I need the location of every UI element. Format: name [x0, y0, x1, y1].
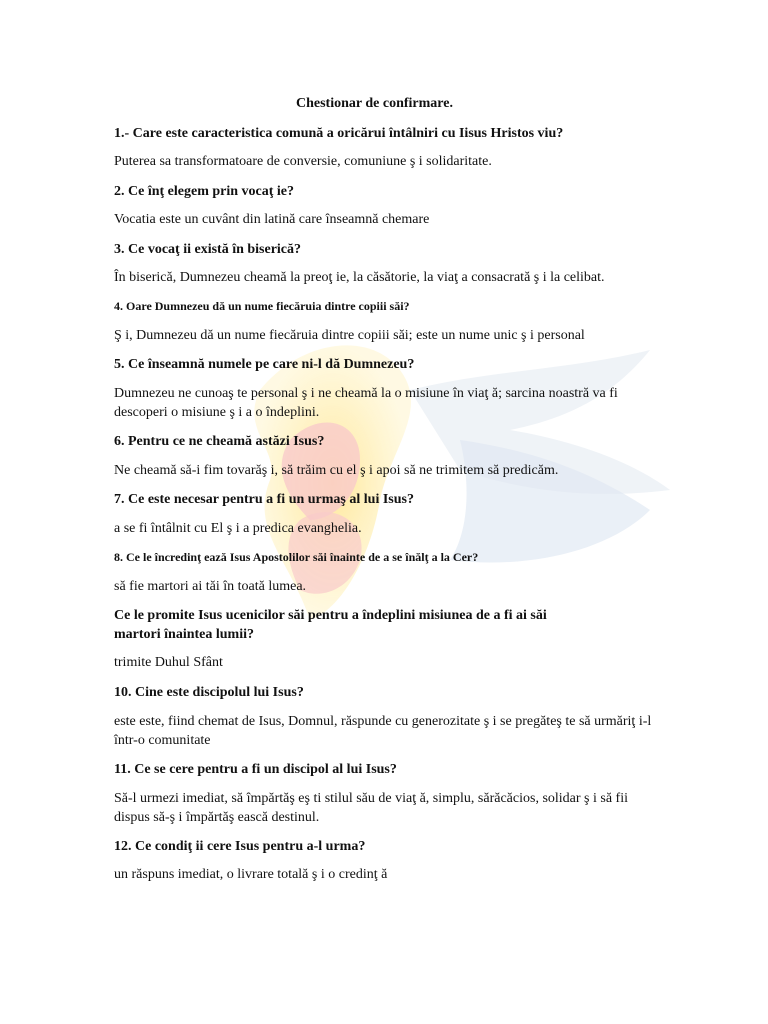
answer-11: Să-l urmezi imediat, să împărtăş eş ti stilul său de viaţ ă, simplu, sărăcăcios, solidar ş i să fii dispus să-ş i împărtăş ească destinul.	[114, 791, 628, 825]
answer-3: În biserică, Dumnezeu cheamă la preoţ ie, la căsătorie, la viaţ a consacrată ş i la celibat.	[114, 270, 605, 285]
question-1: 1.- Care este caracteristica comună a oricărui întâlniri cu Iisus Hristos viu?	[114, 126, 564, 141]
answer-10: este este, fiind chemat de Isus, Domnul, răspunde cu generozitate ş i se pregăteş te să urmăriţ i-l într-o comunitate	[114, 714, 652, 748]
answer-6: Ne cheamă să-i fim tovarăş i, să trăim cu el ş i apoi să ne trimitem să predicăm.	[114, 463, 559, 478]
question-11: 11. Ce se cere pentru a fi un discipol al lui Isus?	[114, 762, 397, 777]
answer-12: un răspuns imediat, o livrare totală ş i o credinţ ă	[114, 867, 388, 882]
question-3: 3. Ce vocaţ ii există în biserică?	[114, 242, 302, 257]
document-title: Chestionar de confirmare.	[296, 96, 453, 111]
answer-7: a se fi întâlnit cu El ş i a predica evanghelia.	[114, 521, 362, 536]
answer-2: Vocatia este un cuvânt din latină care înseamnă chemare	[114, 212, 430, 227]
answer-9: trimite Duhul Sfânt	[114, 655, 223, 670]
question-6: 6. Pentru ce ne cheamă astăzi Isus?	[114, 434, 325, 449]
question-5: 5. Ce înseamnă numele pe care ni-l dă Dumnezeu?	[114, 357, 415, 372]
question-7: 7. Ce este necesar pentru a fi un urmaş al lui Isus?	[114, 492, 414, 507]
answer-4: Ş i, Dumnezeu dă un nume fiecăruia dintre copiii săi; este un nume unic ş i personal	[114, 328, 585, 343]
answer-1: Puterea sa transformatoare de conversie, comuniune ş i solidaritate.	[114, 154, 492, 169]
question-12: 12. Ce condiţ ii cere Isus pentru a-l urma?	[114, 839, 366, 854]
question-10: 10. Cine este discipolul lui Isus?	[114, 685, 304, 700]
question-9: Ce le promite Isus ucenicilor săi pentru a îndeplini misiunea de a fi ai săi martori înaintea lumii?	[114, 608, 547, 642]
question-8: 8. Ce le încredinţ ează Isus Apostolilor săi înainte de a se înălţ a la Cer?	[114, 550, 479, 564]
question-4: 4. Oare Dumnezeu dă un nume fiecăruia dintre copiii săi?	[114, 299, 410, 313]
answer-8: să fie martori ai tăi în toată lumea.	[114, 579, 307, 594]
question-2: 2. Ce înţ elegem prin vocaţ ie?	[114, 184, 295, 199]
answer-5: Dumnezeu ne cunoaş te personal ş i ne cheamă la o misiune în viaţ ă; sarcina noastră va fi descoperi o misiune ş i a o îndeplini.	[114, 386, 618, 420]
